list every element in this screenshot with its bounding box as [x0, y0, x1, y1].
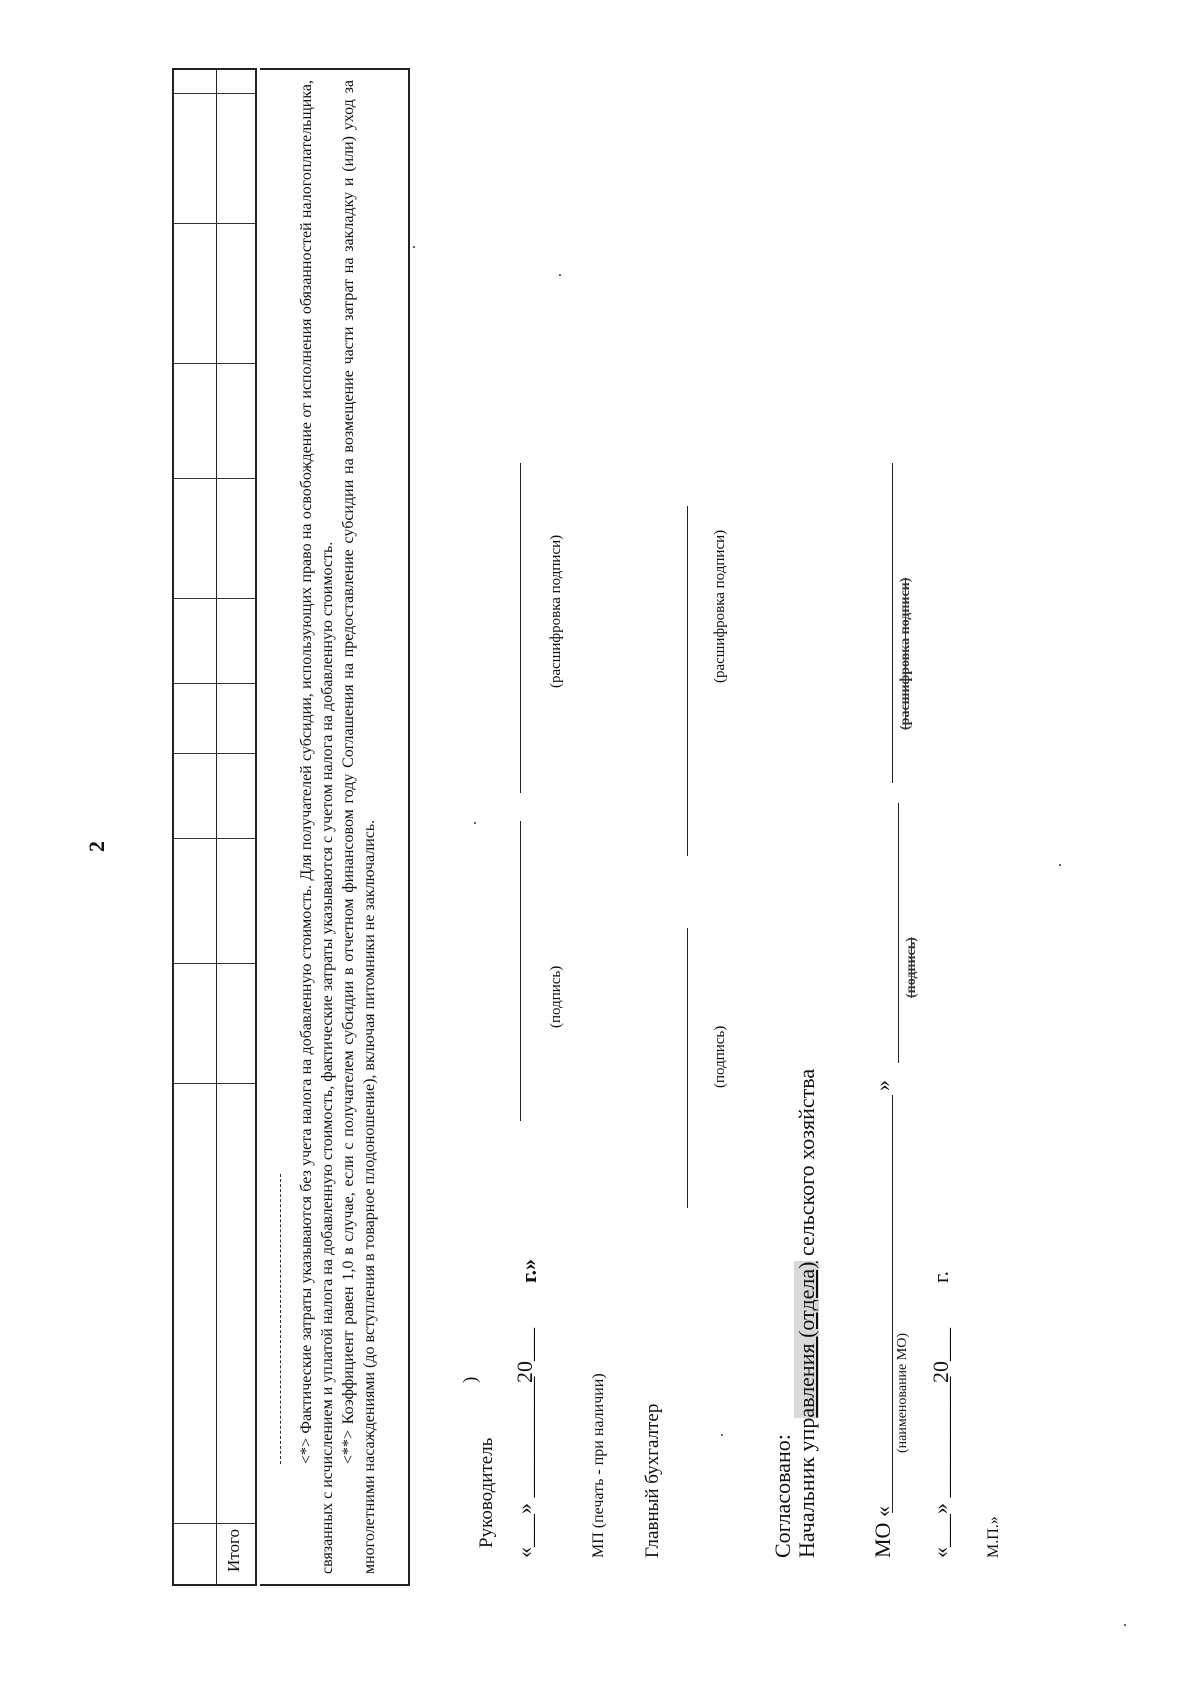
accountant-signature-caption: (подпись) [712, 1025, 728, 1088]
accountant-label: Главный бухгалтер [642, 1403, 663, 1558]
accountant-signature-line [687, 928, 688, 1208]
scan-speck: · [1050, 862, 1070, 868]
agreed-date-end: г. [928, 1270, 953, 1283]
table-column-divider [174, 753, 255, 754]
head-date-year: 20___ [512, 1328, 537, 1383]
table-column-divider [174, 478, 255, 479]
accountant-decode-caption: (расшифровка подписи) [712, 529, 728, 683]
agreed-date-year: 20___ [928, 1328, 953, 1383]
mo-decode-line [892, 463, 893, 783]
mo-name-line [892, 1095, 893, 1513]
footnote-2: <**> Коэффициент равен 1,0 в случае, если с получателем субсидии в отчетном финансовом году Соглашения на предоставление субсидии на возмещение части затрат на закладку и (или) уход за многолетними насаждениями (до вступления в товарное плодоношение), включая питомники не заключались. [340, 80, 378, 1574]
head-decode-caption: (расшифровка подписи) [548, 534, 564, 688]
table-column-divider [174, 93, 255, 94]
scan-speck: · [550, 272, 570, 278]
table-column-divider [174, 363, 255, 364]
mo-label: МО « [870, 1506, 895, 1558]
stamp-label: МП (печать - при наличии) [590, 1373, 607, 1558]
agreed-label: Согласовано: [770, 1434, 795, 1558]
table-column-divider [174, 683, 255, 684]
total-row-label: Итого [224, 1528, 243, 1572]
table-column-divider [174, 1523, 255, 1524]
agreed-date-open: «___» ___________ [928, 1376, 953, 1558]
agreed-title-start: Начальник упр [794, 1417, 819, 1558]
agreed-title-end: сельского хозяйства [794, 1068, 819, 1262]
table-column-divider [174, 963, 255, 964]
scan-speck: · [1115, 1622, 1135, 1628]
table-column-divider [174, 838, 255, 839]
mo-decode-caption: (расшифровка подписи) [898, 577, 913, 730]
head-signature-caption: (подпись) [548, 965, 564, 1028]
table-row-divider [216, 70, 217, 1584]
table-column-divider [174, 1083, 255, 1084]
stray-parenthesis: ) [460, 1376, 481, 1383]
footnote-separator [280, 1174, 281, 1464]
table-column-divider [174, 223, 255, 224]
head-date-open: «___» ___________ [512, 1376, 537, 1558]
agreed-title [794, 1069, 820, 1558]
page-number: 2 [84, 841, 109, 852]
footnote-1: <*> Фактические затраты указываются без учета налога на добавленную стоимость. Для получателей субсидии, использующих право на освобождение от исполнения обязанностей налогоплательщика, связанных с исчислением и уплатой налога на добавленную стоимость, фактические затраты указываются с учетом налога на добавленную стоимость. [298, 80, 336, 1574]
table-column-divider [174, 598, 255, 599]
scan-speck: · [712, 1432, 732, 1438]
agreed-title-mid: авления (отдела) [794, 1261, 819, 1418]
mp-label: М.П.» [985, 1516, 1002, 1558]
head-decode-line [520, 463, 521, 793]
accountant-decode-line [687, 506, 688, 856]
mo-signature-caption: (подпись) [904, 937, 919, 998]
scan-speck: · [465, 820, 485, 826]
mo-close: » [870, 1080, 895, 1091]
footnotes [260, 68, 410, 1586]
head-label: Руководитель [476, 1437, 497, 1548]
totals-table [172, 68, 257, 1586]
head-date-end: г.» [516, 1258, 541, 1283]
mo-signature-line [898, 803, 899, 1063]
head-signature-line [520, 821, 521, 1121]
mo-caption: (наименование МО) [895, 1333, 910, 1453]
scan-speck: · [404, 244, 424, 250]
